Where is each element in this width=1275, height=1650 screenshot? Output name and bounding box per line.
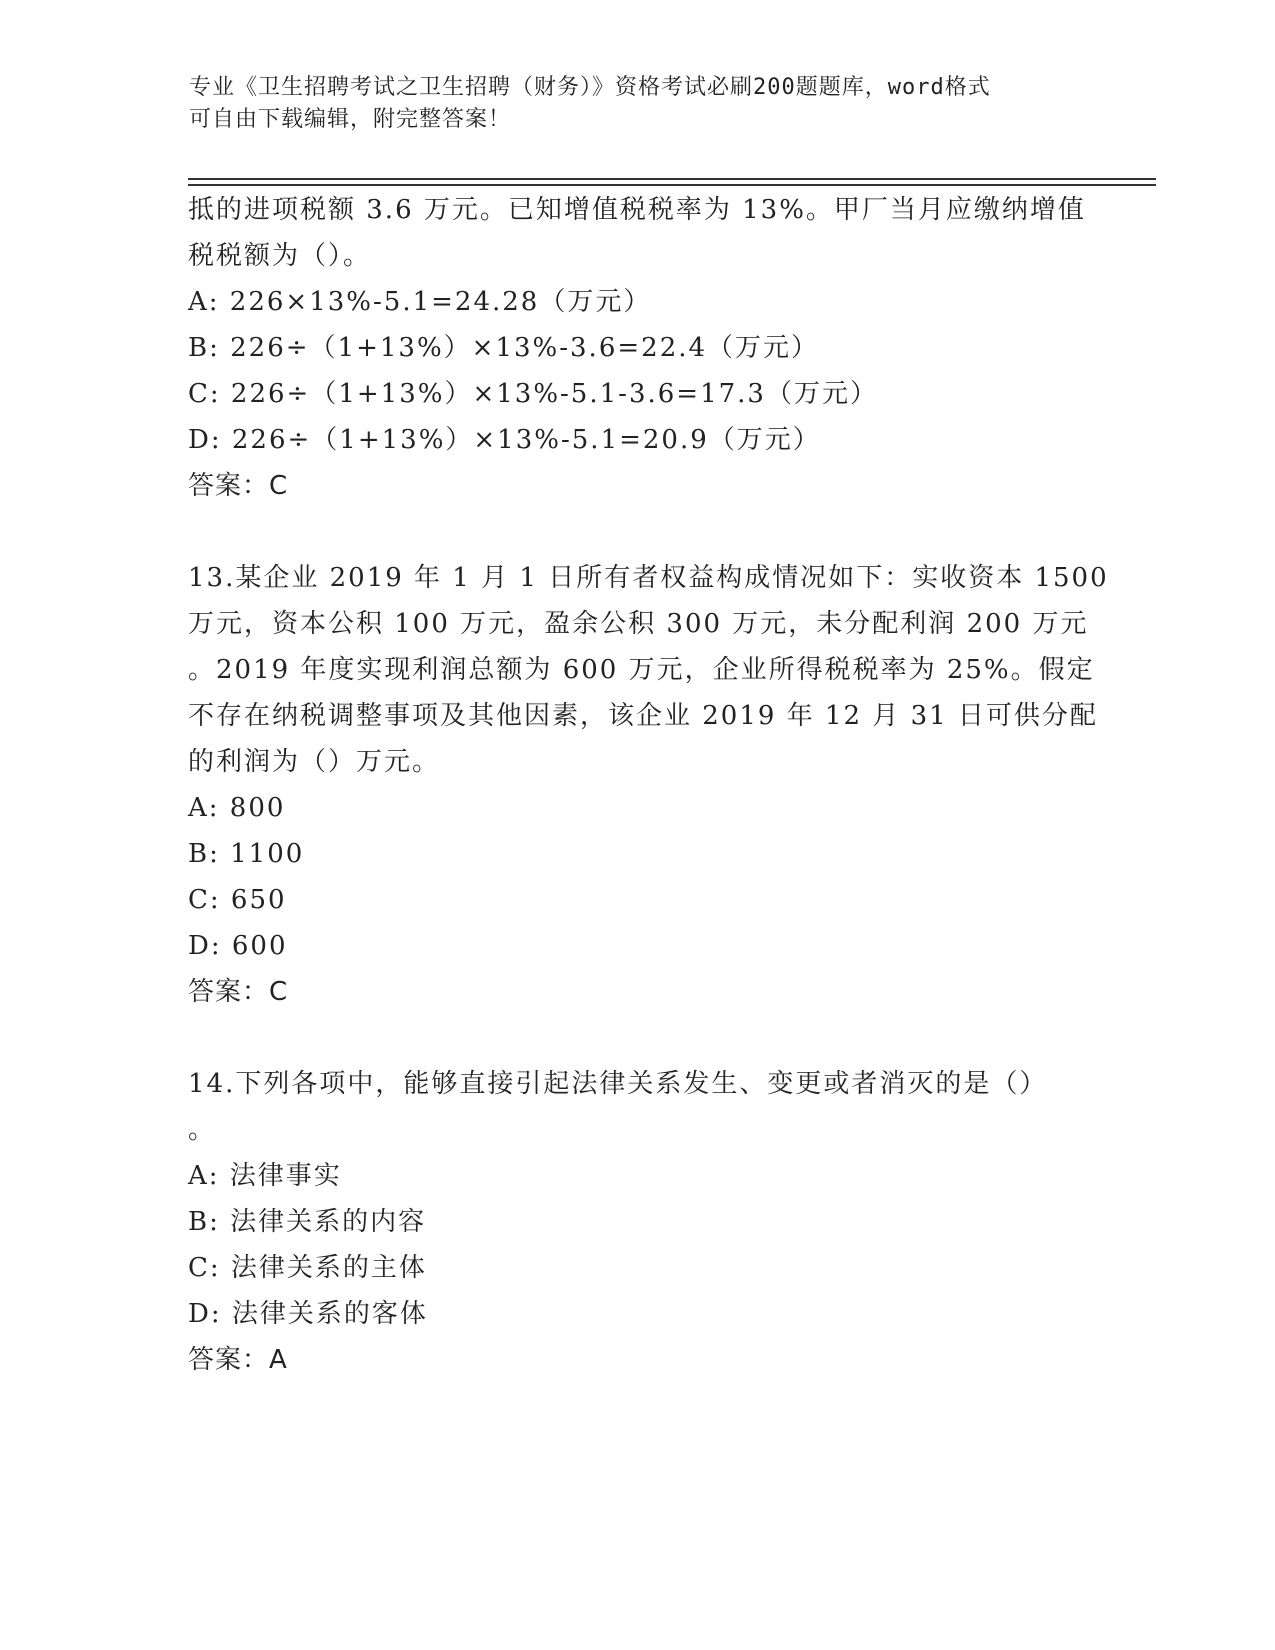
option-d: D: 226÷（1+13%）×13%-5.1=20.9（万元） xyxy=(188,425,821,455)
option-b: B: 226÷（1+13%）×13%-3.6=22.4（万元） xyxy=(188,333,820,363)
spacer xyxy=(188,1015,1088,1061)
document-header xyxy=(189,72,1089,136)
option-a: A: 800 xyxy=(188,793,286,823)
question-stem-line: 。 xyxy=(188,1115,217,1145)
question-14 xyxy=(188,1061,1088,1383)
question-content xyxy=(188,187,1109,1383)
option-c: C: 法律关系的主体 xyxy=(188,1253,427,1283)
question-stem-line: 税税额为（）。 xyxy=(188,241,372,271)
option-c: C: 226÷（1+13%）×13%-5.1-3.6=17.3（万元） xyxy=(188,379,878,409)
option-b: B: 法律关系的内容 xyxy=(188,1207,427,1237)
question-stem-line: 不存在纳税调整事项及其他因素，该企业 2019 年 12 月 31 日可供分配 xyxy=(188,701,1098,731)
question-stem-line: 抵的进项税额 3.6 万元。已知增值税税率为 13%。甲厂当月应缴纳增值 xyxy=(188,195,1086,225)
option-a: A: 226×13%-5.1=24.28（万元） xyxy=(188,287,652,317)
option-b: B: 1100 xyxy=(188,839,305,869)
question-stem-line: 。2019 年度实现利润总额为 600 万元，企业所得税税率为 25%。假定 xyxy=(188,655,1095,685)
header-title-line-1: 专业《卫生招聘考试之卫生招聘（财务）》资格考试必刷200题题库，word格式 xyxy=(189,75,991,100)
question-stem-line: 13.某企业 2019 年 1 月 1 日所有者权益构成情况如下：实收资本 1500 xyxy=(188,563,1109,593)
header-title-line-2: 可自由下载编辑，附完整答案！ xyxy=(189,107,512,132)
option-d: D: 600 xyxy=(188,931,288,961)
question-stem-line: 的利润为（）万元。 xyxy=(188,747,441,777)
question-stem-line: 万元，资本公积 100 万元，盈余公积 300 万元，未分配利润 200 万元 xyxy=(188,609,1089,639)
option-c: C: 650 xyxy=(188,885,287,915)
answer-label: 答案：C xyxy=(188,977,289,1007)
option-d: D: 法律关系的客体 xyxy=(188,1299,428,1329)
answer-label: 答案：C xyxy=(188,471,289,501)
question-12 xyxy=(188,187,1088,509)
option-a: A: 法律事实 xyxy=(188,1161,342,1191)
spacer xyxy=(188,509,1088,555)
question-stem-line: 14.下列各项中，能够直接引起法律关系发生、变更或者消灭的是（） xyxy=(188,1069,1048,1099)
question-13 xyxy=(188,555,1109,1015)
answer-label: 答案：A xyxy=(188,1345,288,1375)
header-divider-top xyxy=(188,178,1156,180)
header-divider-bottom xyxy=(188,184,1156,186)
